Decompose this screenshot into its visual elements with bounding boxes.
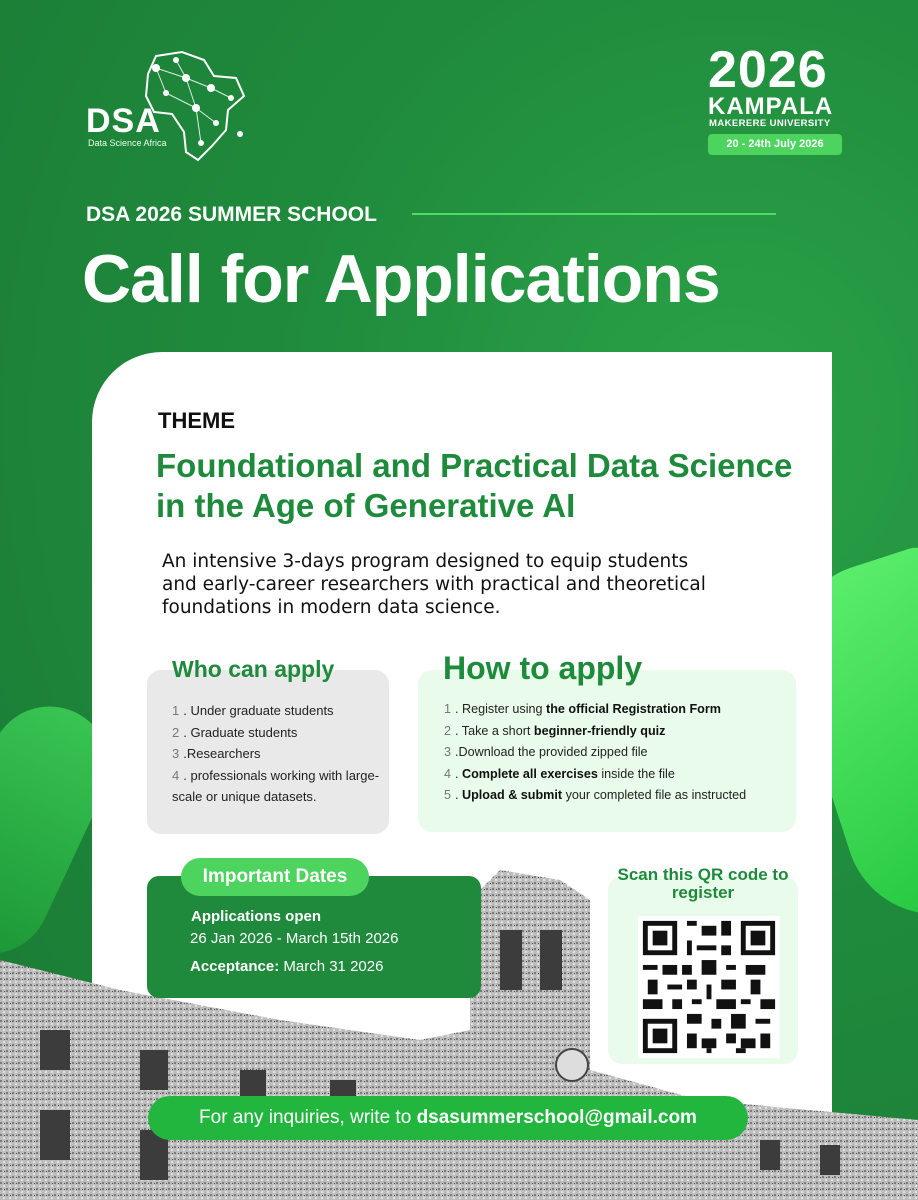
list-item: 4 . Complete all exercises inside the file	[444, 766, 675, 781]
applications-label: Applications open	[191, 908, 322, 925]
inquiry-banner	[148, 1096, 748, 1140]
who-can-apply-title: Who can apply	[172, 656, 335, 682]
list-item: 5 . Upload & submit your completed file as instructed	[444, 788, 747, 802]
kicker: DSA 2026 SUMMER SCHOOL	[86, 203, 377, 226]
list-item: 2 . Graduate students	[172, 724, 298, 740]
important-dates-title: Important Dates	[181, 858, 369, 896]
list-item: 4 . professionals working with large-scale or unique datasets.	[172, 767, 380, 804]
acceptance-line: Acceptance: March 31 2026	[190, 958, 384, 975]
who-can-apply-list	[172, 700, 382, 808]
event-university: MAKERERE UNIVERSITY	[709, 118, 831, 129]
event-year: 2026	[708, 41, 828, 99]
logo-subtitle: Data Science Africa	[88, 138, 167, 148]
how-to-apply-list	[444, 699, 789, 807]
logo-text: DSA	[86, 102, 161, 140]
divider	[412, 213, 776, 215]
list-item: 3 .Download the provided zipped file	[444, 745, 648, 759]
qr-title: Scan this QR code to register	[617, 865, 789, 902]
list-item: 2 . Take a short beginner-friendly quiz	[444, 723, 666, 738]
inquiry-text: For any inquiries, write to	[199, 1107, 417, 1128]
event-dates-badge: 20 - 24th July 2026	[708, 134, 842, 155]
event-city: KAMPALA	[708, 93, 834, 120]
theme-label: THEME	[158, 408, 235, 433]
page-title: Call for Applications	[82, 241, 720, 317]
list-item: 1 . Under graduate students	[172, 703, 334, 718]
list-item: 3 .Researchers	[172, 746, 261, 761]
intro-paragraph: An intensive 3-days program designed to equip students and early-career researchers with practical and theoretical foundations in modern data science.	[162, 551, 706, 618]
theme-title: Foundational and Practical Data Science in the Age of Generative AI	[156, 447, 793, 524]
how-to-apply-title: How to apply	[443, 650, 643, 686]
email-link[interactable]: dsasummerschool@gmail.com	[416, 1107, 697, 1128]
list-item: 1 . Register using the official Registration Form	[444, 702, 721, 716]
applications-range: 26 Jan 2026 - March 15th 2026	[190, 930, 399, 947]
qr-code-icon[interactable]	[638, 916, 780, 1058]
